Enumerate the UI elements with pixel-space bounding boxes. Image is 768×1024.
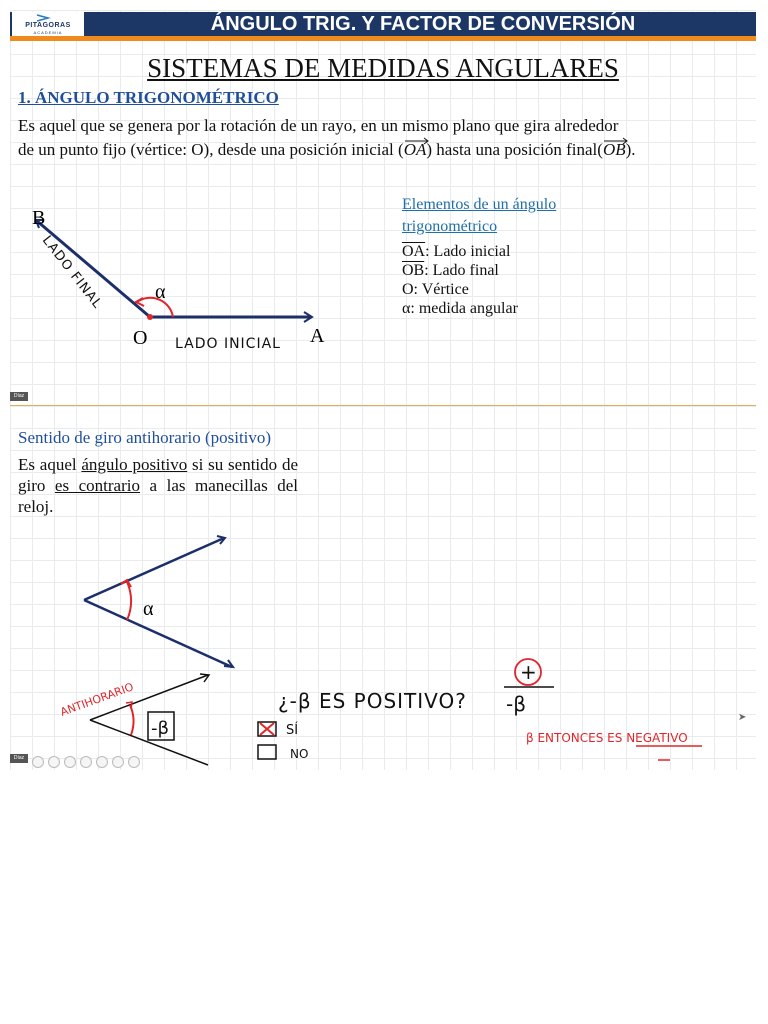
playback-toolbar — [32, 756, 140, 768]
label-alpha-2: α — [143, 598, 154, 620]
hw-fraction-bottom: -β — [506, 692, 526, 716]
next-icon[interactable] — [48, 756, 60, 768]
vector-ob-label: OB — [602, 140, 626, 159]
element-symbol: $\overline{OA}$ — [402, 243, 426, 260]
element-symbol: $\overline{OB}$ — [402, 262, 425, 279]
element-item — [402, 280, 622, 299]
pen-icon[interactable] — [64, 756, 76, 768]
hw-arc — [130, 705, 133, 735]
slide — [10, 10, 756, 770]
author-tag-2: Díaz — [10, 754, 28, 763]
hw-no: NO — [290, 747, 309, 761]
prev-icon[interactable] — [32, 756, 44, 768]
elements-panel — [402, 194, 622, 318]
hw-question: ¿-β ES POSITIVO? — [278, 689, 467, 713]
highlighter-icon[interactable] — [80, 756, 92, 768]
label-o: O — [133, 327, 148, 349]
hw-conclusion: β ENTONCES ES NEGATIVO — [526, 731, 688, 745]
paragraph-line-2 — [18, 138, 748, 162]
logo-subtext: ACADEMIA — [33, 29, 63, 35]
header-title: ÁNGULO TRIG. Y FACTOR DE CONVERSIÓN — [210, 13, 636, 35]
page-title: SISTEMAS DE MEDIDAS ANGULARES — [147, 53, 619, 83]
p-part-c: a las manecillas del reloj. — [18, 476, 298, 516]
label-a: A — [310, 325, 325, 347]
hw-checkbox-no — [258, 745, 276, 759]
p-part-a: Es aquel — [18, 455, 82, 474]
alpha-arc — [127, 582, 131, 620]
p-part-b: si su sentido de giro — [18, 455, 298, 495]
vector-arrow-icon — [603, 137, 629, 145]
elements-title: Elementos de un ángulo trigonométrico — [402, 196, 557, 235]
section1-paragraph — [18, 114, 748, 162]
hw-plus: + — [520, 660, 537, 684]
logo-mark-icon — [35, 14, 61, 22]
logo — [12, 12, 84, 36]
label-b: B — [32, 207, 46, 229]
lower-ray — [84, 600, 232, 667]
vector-arrow-icon — [404, 137, 430, 145]
more-icon[interactable] — [128, 756, 140, 768]
line2-part-c: ). — [625, 140, 636, 159]
hw-check-mark-icon — [260, 723, 274, 735]
mouse-cursor-icon: ➤ — [738, 712, 747, 723]
element-item — [402, 261, 622, 280]
vector-oa — [404, 140, 427, 159]
section-divider — [10, 405, 756, 406]
vector-oa-label: OA — [403, 140, 427, 159]
element-item — [402, 242, 622, 261]
hw-antihorario: ANTIHORARIO — [58, 680, 136, 719]
hw-minus-beta: -β — [151, 718, 169, 739]
element-text: : Lado final — [424, 262, 499, 279]
section1-heading: 1. ÁNGULO TRIGONOMÉTRICO — [18, 88, 279, 107]
paragraph-line-1: Es aquel que se genera por la rotación de un rayo, en un mismo plano que gira alrededor — [18, 116, 619, 135]
line2-part-a: de un punto fijo (vértice: O), desde una posición inicial ( — [18, 140, 404, 159]
element-text: α: medida angular — [402, 300, 518, 317]
logo-text: PITAGORAS — [25, 21, 71, 29]
handwritten-lado-final: LADO FINAL — [38, 233, 105, 312]
handwritten-lado-inicial: LADO INICIAL — [175, 336, 281, 352]
author-tag: Díaz — [10, 392, 28, 401]
section2-heading: Sentido de giro antihorario (positivo) — [18, 428, 272, 447]
rotation-figure — [10, 510, 756, 770]
hw-si: SÍ — [286, 723, 299, 738]
upper-ray — [84, 538, 224, 600]
element-text: O: Vértice — [402, 281, 469, 298]
p-underline-1: ángulo positivo — [81, 455, 188, 474]
zoom-icon[interactable] — [96, 756, 108, 768]
header-accent-line — [10, 36, 756, 41]
line2-part-b: ) hasta una posición final( — [426, 140, 603, 159]
vertex-point — [147, 314, 153, 320]
slides-icon[interactable] — [112, 756, 124, 768]
p-underline-2: es contrario — [54, 476, 140, 495]
label-alpha: α — [155, 281, 166, 303]
element-text: : Lado inicial — [425, 243, 511, 260]
trig-angle-figure — [10, 190, 390, 370]
element-item — [402, 299, 622, 318]
vector-ob — [603, 140, 626, 159]
section2-paragraph — [18, 454, 298, 517]
